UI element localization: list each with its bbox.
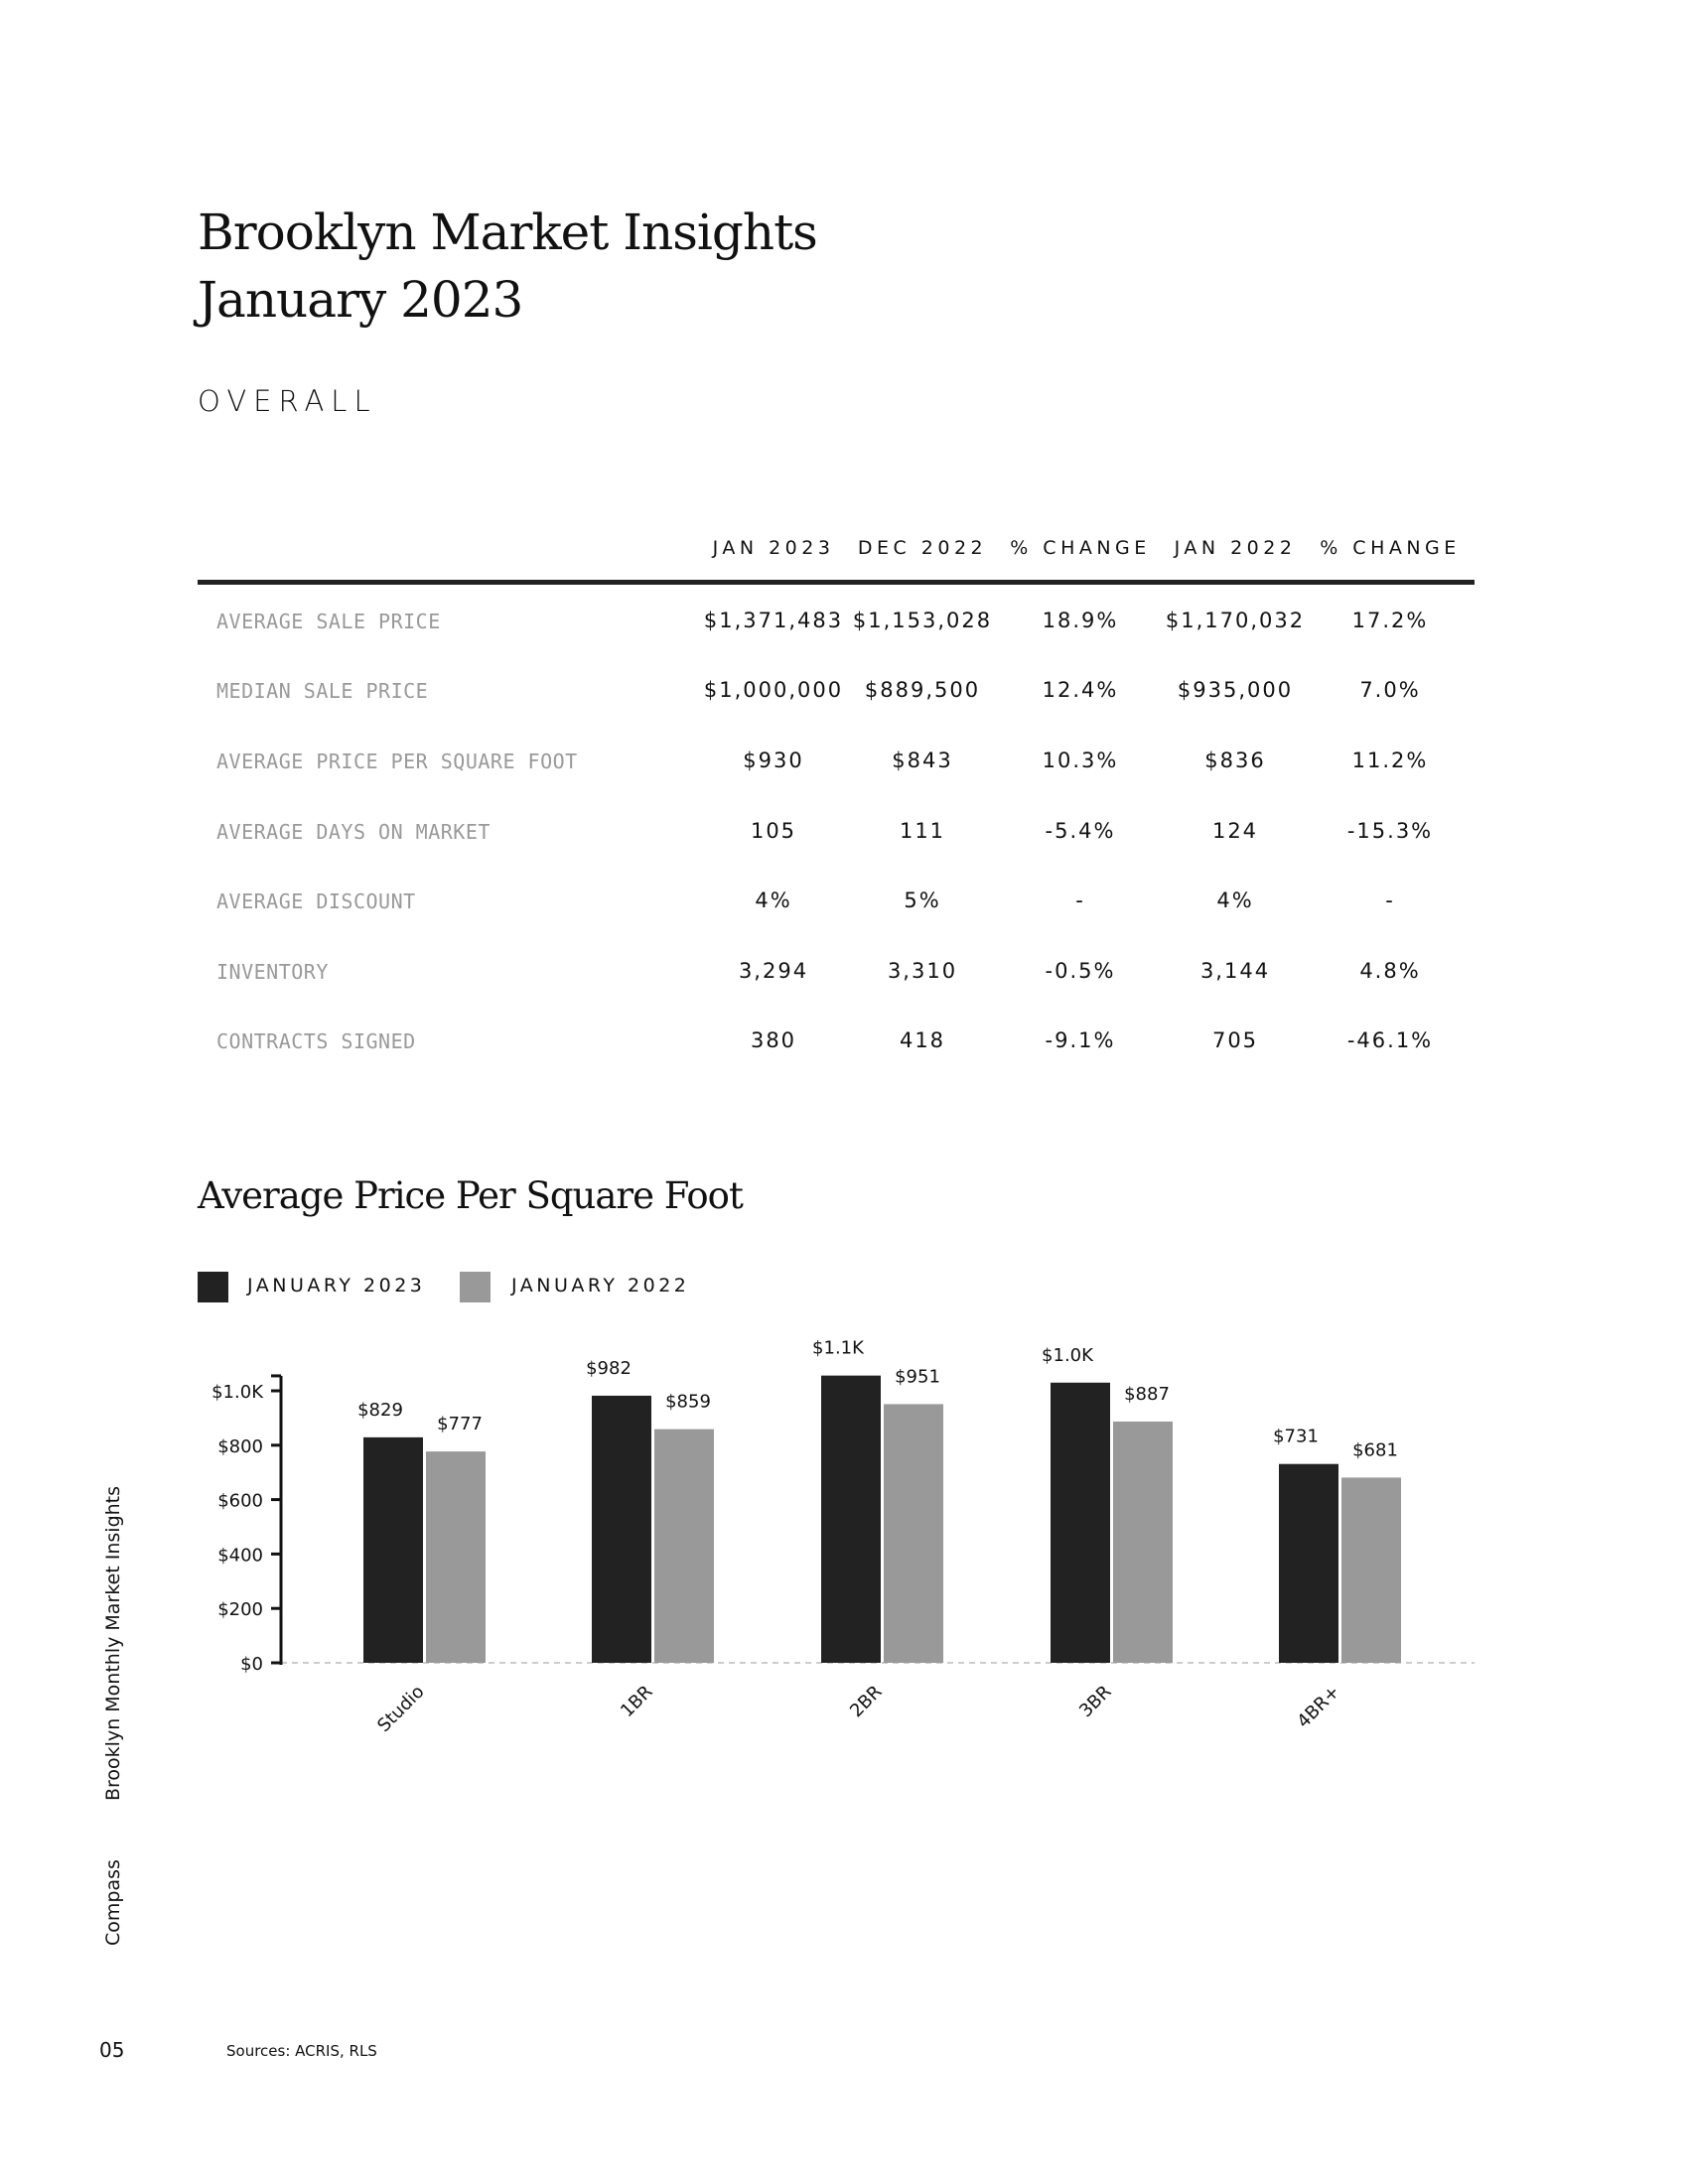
page-number: 05 [99, 2038, 125, 2062]
table-cell: 3,144 [1199, 959, 1271, 983]
bar-jan-2022 [654, 1430, 714, 1663]
bar-jan-2023 [363, 1437, 423, 1663]
column-header: DEC 2022 [857, 537, 988, 559]
table-cell: $1,371,483 [703, 609, 844, 632]
bar-jan-2023 [821, 1376, 881, 1663]
row-label: AVERAGE DISCOUNT [216, 889, 416, 913]
x-tick-label: 1BR [617, 1681, 657, 1722]
table-cell: 380 [750, 1028, 797, 1052]
sidebar-publication: Brooklyn Monthly Market Insights [102, 1485, 124, 1801]
data-label: $887 [1124, 1383, 1170, 1405]
table-cell: -9.1% [1045, 1028, 1116, 1052]
table-cell: - [1385, 888, 1395, 912]
x-tick-label: 3BR [1075, 1681, 1116, 1722]
column-header: % CHANGE [1010, 537, 1151, 559]
bar-jan-2023 [1051, 1383, 1110, 1663]
y-tick-label: $400 [217, 1545, 263, 1567]
table-cell: 10.3% [1042, 749, 1119, 772]
table-cell: $930 [743, 749, 804, 772]
table-cell: 7.0% [1359, 678, 1421, 702]
title-line-2: January 2023 [198, 271, 523, 329]
row-label: AVERAGE DAYS ON MARKET [216, 820, 491, 844]
table-cell: 124 [1211, 819, 1259, 843]
data-label: $1.1K [812, 1337, 864, 1359]
bar-jan-2022 [1113, 1422, 1173, 1663]
x-tick-label: Studio [373, 1681, 429, 1737]
table-cell: $1,170,032 [1165, 609, 1306, 632]
table-cell: 18.9% [1042, 609, 1119, 632]
table-cell: -5.4% [1045, 819, 1116, 843]
table-cell: 418 [899, 1028, 946, 1052]
table-cell: 3,310 [887, 959, 958, 983]
bar-jan-2022 [426, 1451, 486, 1663]
table-cell: $836 [1204, 749, 1266, 772]
data-label: $982 [586, 1357, 632, 1379]
table-cell: 4.8% [1359, 959, 1421, 983]
table-cell: 705 [1211, 1028, 1259, 1052]
data-label: $1.0K [1042, 1344, 1093, 1366]
table-cell: 4% [1216, 888, 1254, 912]
legend-label-jan-2023: JANUARY 2023 [247, 1275, 426, 1297]
table-cell: 111 [899, 819, 946, 843]
y-tick-label: $1.0K [211, 1382, 263, 1403]
table-cell: 5% [904, 888, 941, 912]
x-tick-label: 4BR+ [1293, 1681, 1344, 1732]
title-line-1: Brooklyn Market Insights [198, 204, 817, 261]
table-cell: $843 [892, 749, 953, 772]
data-label: $859 [665, 1391, 711, 1413]
bar-jan-2022 [1341, 1477, 1401, 1663]
table-cell: 3,294 [738, 959, 809, 983]
column-header: JAN 2022 [1174, 537, 1297, 559]
legend-label-jan-2022: JANUARY 2022 [511, 1275, 690, 1297]
data-label: $829 [357, 1399, 403, 1421]
data-label: $777 [437, 1414, 483, 1435]
row-label: AVERAGE PRICE PER SQUARE FOOT [216, 750, 578, 773]
bar-jan-2023 [1279, 1464, 1338, 1663]
table-cell: 17.2% [1351, 609, 1429, 632]
row-label: AVERAGE SALE PRICE [216, 610, 441, 633]
table-cell: 11.2% [1351, 749, 1429, 772]
y-tick-label: $200 [217, 1599, 263, 1621]
data-label: $951 [895, 1366, 940, 1388]
chart-title: Average Price Per Square Foot [198, 1174, 743, 1217]
bar-jan-2023 [592, 1396, 651, 1663]
table-cell: -46.1% [1346, 1028, 1434, 1052]
row-label: MEDIAN SALE PRICE [216, 679, 429, 703]
row-label: CONTRACTS SIGNED [216, 1029, 416, 1053]
data-label: $731 [1273, 1426, 1319, 1447]
bar-jan-2022 [884, 1404, 943, 1663]
row-label: INVENTORY [216, 960, 329, 984]
x-tick-label: 2BR [846, 1681, 887, 1722]
table-cell: $1,000,000 [703, 678, 844, 702]
sidebar-brand: Compass [102, 1859, 124, 1946]
sources-note: Sources: ACRIS, RLS [226, 2042, 377, 2060]
y-tick-label: $0 [240, 1654, 263, 1675]
table-cell: 105 [750, 819, 797, 843]
section-heading: OVERALL [198, 384, 377, 418]
table-cell: -0.5% [1045, 959, 1116, 983]
table-cell: -15.3% [1346, 819, 1434, 843]
table-cell: 12.4% [1042, 678, 1119, 702]
column-header: JAN 2023 [712, 537, 835, 559]
table-cell: - [1075, 888, 1085, 912]
data-label: $681 [1352, 1439, 1398, 1461]
y-tick-label: $800 [217, 1435, 263, 1457]
column-header: % CHANGE [1320, 537, 1461, 559]
table-cell: $889,500 [864, 678, 981, 702]
table-cell: $1,153,028 [852, 609, 993, 632]
table-cell: $935,000 [1177, 678, 1294, 702]
table-cell: 4% [755, 888, 792, 912]
y-tick-label: $600 [217, 1490, 263, 1512]
